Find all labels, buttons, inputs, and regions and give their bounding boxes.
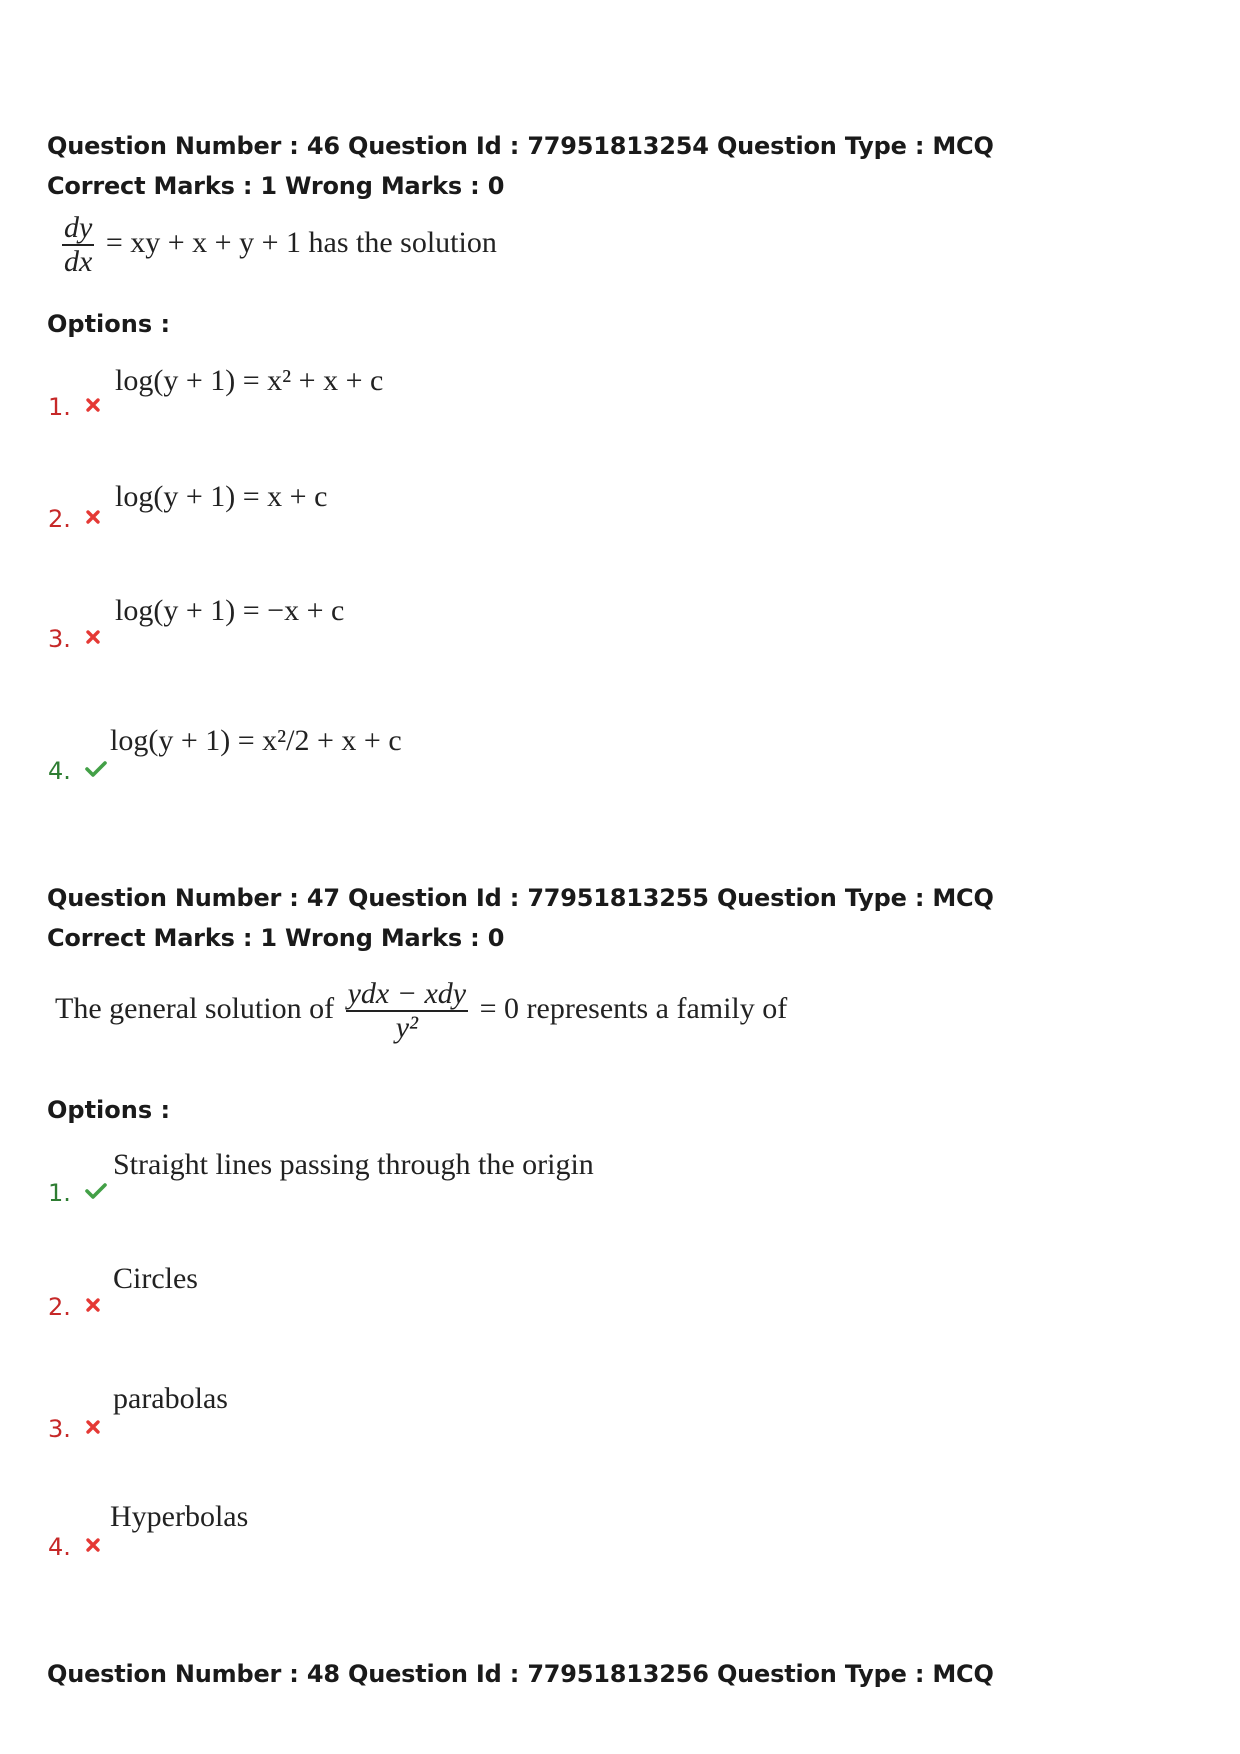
option-number: 2.: [48, 505, 71, 533]
option-2-marker: [48, 1292, 101, 1322]
option-1-text: Straight lines passing through the origin: [113, 1148, 594, 1181]
stem-tail: has the solution: [308, 225, 497, 259]
option-2-text: Circles: [113, 1262, 198, 1295]
option-4-marker: [48, 756, 107, 786]
question-47-options-label: Options :: [47, 1096, 171, 1124]
cross-icon: [85, 1297, 101, 1313]
fraction-denominator: dx: [64, 245, 93, 278]
cross-icon: [85, 509, 101, 525]
option-number: 4.: [48, 1533, 71, 1561]
cross-icon: [85, 397, 101, 413]
stem-tail: = 0 represents a family of: [479, 991, 788, 1025]
option-number: 4.: [48, 757, 71, 785]
ode-fraction: [346, 978, 469, 1044]
question-46-options-label: Options :: [47, 310, 171, 338]
option-4-text: log(y + 1) = x²/2 + x + c: [110, 724, 402, 757]
fraction-numerator: dy: [64, 211, 93, 244]
question-46-stem: [58, 212, 497, 278]
option-number: 2.: [48, 1293, 71, 1321]
option-number: 3.: [48, 625, 71, 653]
fraction-numerator: ydx − xdy: [347, 977, 467, 1010]
question-46-marks: Correct Marks : 1 Wrong Marks : 0: [47, 172, 505, 200]
option-number: 1.: [48, 393, 71, 421]
option-2-marker: [48, 504, 101, 534]
option-1-marker: [48, 392, 101, 422]
derivative-fraction: [62, 212, 94, 278]
option-2-text: log(y + 1) = x + c: [115, 480, 328, 513]
question-47-header: Question Number : 47 Question Id : 77951813255 Question Type : MCQ: [47, 884, 994, 912]
cross-icon: [85, 1537, 101, 1553]
question-46-header: Question Number : 46 Question Id : 77951813254 Question Type : MCQ: [47, 132, 994, 160]
option-3-text: log(y + 1) = −x + c: [115, 594, 345, 627]
check-icon: [85, 1182, 107, 1200]
option-1-marker: [48, 1178, 107, 1208]
option-3-text: parabolas: [113, 1382, 228, 1415]
question-47-marks: Correct Marks : 1 Wrong Marks : 0: [47, 924, 505, 952]
cross-icon: [85, 1419, 101, 1435]
cross-icon: [85, 629, 101, 645]
question-48-header: Question Number : 48 Question Id : 77951813256 Question Type : MCQ: [47, 1660, 994, 1688]
option-3-marker: [48, 1414, 101, 1444]
option-1-text: log(y + 1) = x² + x + c: [115, 364, 384, 397]
question-47-stem: [55, 978, 787, 1044]
check-icon: [85, 760, 107, 778]
fraction-denominator: y²: [395, 1011, 418, 1044]
option-3-marker: [48, 624, 101, 654]
equation-rhs: = xy + x + y + 1: [105, 225, 302, 259]
option-number: 3.: [48, 1415, 71, 1443]
option-4-text: Hyperbolas: [110, 1500, 249, 1533]
option-number: 1.: [48, 1179, 71, 1207]
option-4-marker: [48, 1532, 101, 1562]
stem-lead: The general solution of: [55, 991, 335, 1025]
